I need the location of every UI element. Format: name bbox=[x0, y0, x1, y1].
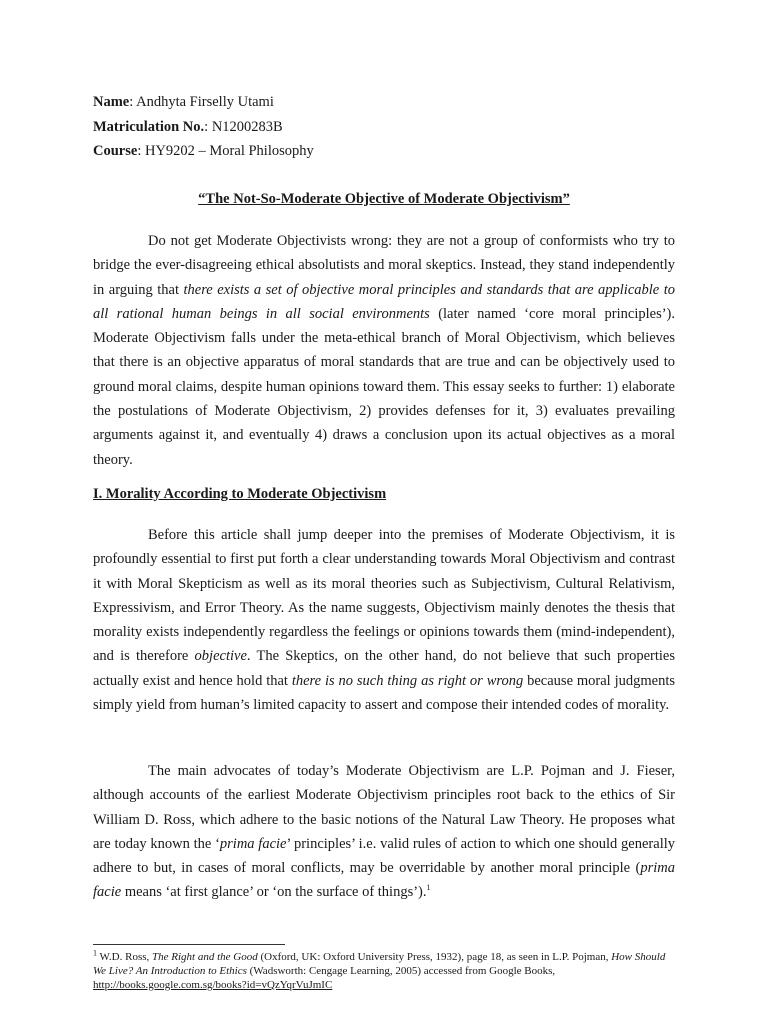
p1-text-1: Do not get Moderate Objectivists wrong: they are not a group of conformists who try to bridge the ever-disagreeing ethical absolutists and moral skeptics. Instead, they stand independently in arguing that bbox=[93, 233, 675, 298]
matriculation-value: N1200283B bbox=[211, 118, 283, 135]
fn-text-3: (Wadsworth: Cengage Learning, 2005) accessed from Google Books, bbox=[246, 965, 556, 977]
p3-italic-2: prima facie bbox=[93, 860, 675, 901]
fn-italic-2: How Should We Live? An Introduction to Ethics bbox=[93, 951, 666, 977]
matriculation-row: Matriculation No.: N1200283B bbox=[93, 118, 283, 135]
fn-text-2: (Oxford, UK: Oxford University Press, 1932), page 18, as seen in L.P. Pojman, bbox=[257, 951, 612, 963]
p2-italic-2: there is no such thing as right or wrong bbox=[291, 672, 524, 689]
name-row: Name: Andhyta Firselly Utami bbox=[93, 94, 274, 110]
p2-text-1: Before this article shall jump deeper into the premises of Moderate Objectivism, it is profoundly essential to first put forth a clear understanding towards Moral Objectivism and contrast it with Moral Skepticism as well as its moral theories such as Subjectivism, Cultural Relativism, Expressivism, and Error Theory. As the name suggests, Objectivism mainly denotes the thesis that morality exists independently regardless the feelings or opinions towards them (mind-independent), and is therefore bbox=[93, 527, 675, 665]
footnote bbox=[93, 950, 675, 992]
paragraph-section1-b bbox=[93, 759, 675, 905]
fn-italic-1: The Right and the Good bbox=[152, 951, 258, 963]
p3-text-2: ’ principles’ i.e. valid rules of action to which one should generally adhere to but, in cases of moral conflicts, may be overridable by another moral principle ( bbox=[93, 835, 675, 877]
matriculation-label: Matriculation No. bbox=[93, 118, 205, 135]
paragraph-intro bbox=[93, 229, 675, 472]
p2-italic-1: objective bbox=[194, 648, 247, 665]
footnote-link[interactable]: http://books.google.com.sg/books?id=vQzYqrVuJmIC bbox=[93, 979, 333, 991]
course-row: Course: HY9202 – Moral Philosophy bbox=[93, 143, 314, 159]
p1-text-2: (later named ‘core moral principles’). Moderate Objectivism falls under the meta-ethical branch of Moral Objectivism, which believes that there is an objective apparatus of moral standards that are true and can be objectively used to ground moral claims, despite human opinions toward them. This essay seeks to further: 1) elaborate the postulations of Moderate Objectivism, 2) provides defenses for it, 3) evaluates prevailing arguments against it, and eventually 4) draws a conclusion upon its actual objectives as a moral theory. bbox=[93, 305, 675, 468]
course-value: HY9202 – Moral Philosophy bbox=[144, 143, 314, 159]
footnote-divider bbox=[93, 944, 285, 945]
p3-text-1: The main advocates of today’s Moderate Objectivism are L.P. Pojman and J. Fieser, although accounts of the earliest Moderate Objectivism principles root back to the ethics of Sir William D. Ross, which adhere to the basic notions of the Natural Law Theory. He proposes what are today known the ‘ bbox=[93, 763, 675, 852]
fn-text-1: W.D. Ross, bbox=[97, 951, 153, 963]
p3-text-3: means ‘at first glance’ or ‘on the surface of things’). bbox=[121, 884, 427, 901]
essay-title: “The Not-So-Moderate Objective of Moderate Objectivism” bbox=[198, 191, 570, 207]
p2-text-3: because moral judgments simply yield from human’s limited capacity to assert and compose their intended codes of morality. bbox=[93, 672, 676, 714]
footnote-reference[interactable]: 1 bbox=[426, 883, 431, 893]
p3-italic-1: prima facie bbox=[219, 835, 287, 852]
name-value: Andhyta Firselly Utami bbox=[136, 94, 274, 110]
p1-italic: there exists a set of objective moral principles and standards that are applicable to all rational human beings in all social environments bbox=[93, 281, 675, 322]
name-label: Name bbox=[93, 94, 130, 110]
student-info bbox=[93, 90, 314, 164]
p2-text-2: . The Skeptics, on the other hand, do not believe that such properties actually exist and hence hold that bbox=[93, 648, 675, 689]
footnote-marker: 1 bbox=[93, 948, 97, 958]
course-label: Course bbox=[93, 143, 138, 159]
section-heading: I. Morality According to Moderate Objectivism bbox=[93, 486, 387, 502]
paragraph-section1-a bbox=[93, 523, 675, 717]
